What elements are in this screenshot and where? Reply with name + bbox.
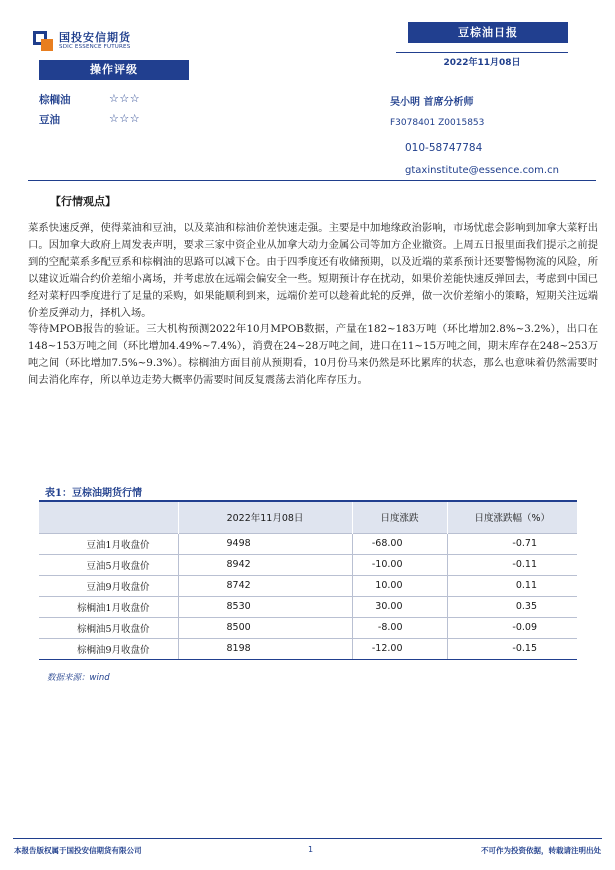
table-row bbox=[39, 575, 577, 596]
star-rating-icon: ☆☆☆ bbox=[109, 112, 141, 125]
row-price: 9498 bbox=[178, 533, 352, 554]
report-type-banner: 豆棕油日报 bbox=[408, 22, 568, 43]
rating-title-banner: 操作评级 bbox=[39, 60, 189, 80]
analyst-email: gtaxinstitute@essence.com.cn bbox=[405, 165, 559, 176]
row-label: 棕榈油1月收盘价 bbox=[39, 596, 178, 617]
report-divider bbox=[396, 52, 568, 53]
data-source: 数据来源：wind bbox=[47, 673, 110, 683]
row-price: 8942 bbox=[178, 554, 352, 575]
row-change: -12.00 bbox=[352, 638, 447, 659]
table-row bbox=[39, 533, 577, 554]
futures-table bbox=[39, 500, 577, 660]
rating-row-palm bbox=[39, 92, 141, 107]
rating-item-name: 豆油 bbox=[39, 114, 60, 126]
row-change: 30.00 bbox=[352, 596, 447, 617]
row-label: 棕榈油5月收盘价 bbox=[39, 617, 178, 638]
row-label: 豆油9月收盘价 bbox=[39, 575, 178, 596]
row-label: 豆油5月收盘价 bbox=[39, 554, 178, 575]
page-number: 1 bbox=[308, 845, 314, 854]
row-label: 豆油1月收盘价 bbox=[39, 533, 178, 554]
row-label: 棕榈油9月收盘价 bbox=[39, 638, 178, 659]
row-pct: -0.09 bbox=[447, 617, 577, 638]
analyst-phone: 010-58747784 bbox=[405, 142, 483, 154]
footer-copyright: 本报告版权属于国投安信期货有限公司 bbox=[14, 846, 142, 855]
row-pct: -0.11 bbox=[447, 554, 577, 575]
section-title: 【行情观点】 bbox=[50, 195, 116, 208]
row-change: -68.00 bbox=[352, 533, 447, 554]
table-header-cell: 2022年11月08日 bbox=[178, 502, 352, 533]
row-change: -8.00 bbox=[352, 617, 447, 638]
row-price: 8500 bbox=[178, 617, 352, 638]
row-change: 10.00 bbox=[352, 575, 447, 596]
logo-icon bbox=[33, 31, 53, 51]
star-rating-icon: ☆☆☆ bbox=[109, 92, 141, 105]
analyst-name: 吴小明 首席分析师 bbox=[390, 97, 474, 108]
rating-item-name: 棕榈油 bbox=[39, 94, 71, 106]
row-price: 8198 bbox=[178, 638, 352, 659]
row-change: -10.00 bbox=[352, 554, 447, 575]
table-header-cell bbox=[39, 502, 178, 533]
analyst-license: F3078401 Z0015853 bbox=[390, 118, 485, 128]
footer-disclaimer: 不可作为投资依据，转载请注明出处 bbox=[481, 846, 601, 855]
table-header-cell: 日度涨跌幅（%） bbox=[447, 502, 577, 533]
row-pct: -0.71 bbox=[447, 533, 577, 554]
row-pct: 0.11 bbox=[447, 575, 577, 596]
table-row bbox=[39, 638, 577, 659]
logo-cn-text: 国投安信期货 bbox=[59, 30, 131, 44]
table-caption: 表1：豆棕油期货行情 bbox=[45, 488, 142, 499]
footer-divider bbox=[13, 838, 602, 839]
row-pct: 0.35 bbox=[447, 596, 577, 617]
market-view-body bbox=[28, 220, 598, 389]
rating-row-soy bbox=[39, 112, 141, 127]
row-pct: -0.15 bbox=[447, 638, 577, 659]
table-header-cell: 日度涨跌 bbox=[352, 502, 447, 533]
logo-en-text: SDIC ESSENCE FUTURES bbox=[59, 43, 131, 50]
paragraph: 等待MPOB报告的验证。三大机构预测2022年10月MPOB数据，产量在182~183万吨（环比增加2.8%~3.2%），出口在148~153万吨之间（环比增加4.49%~7.4%），消费在24~28万吨之间，进口在11~15万吨之间，期末库存在248~253万吨之间（环比增加7.5%~9.3%）。棕榈油方面目前从预期看，10月份马来仍然是环比累库的状态，那么也意味着仍然需要时间去消化库存，所以单边走势大概率仍需要时间反复震荡去消化库存压力。 bbox=[28, 323, 598, 387]
report-date: 2022年11月08日 bbox=[443, 58, 521, 68]
header-divider bbox=[28, 180, 596, 181]
paragraph: 菜系快速反弹，使得菜油和豆油，以及菜油和棕油价差快速走强。主要是中加地缘政治影响，市场忧虑会影响到加拿大菜籽出口。因加拿大政府上周发表声明，要求三家中资企业从加拿大动力金属公司等加方企业撤资。上周五日报里面我们提示之前提到的空配菜系多配豆系和棕榈油的思路可以减下仓。由于四季度还有收储预期，以及近端的菜系预计还要警惕物流的风险，所以建议近端合约价差缩小离场，并考虑放在远端会偏安全一些。短期预计存在扰动，如果价差能快速反弹回去，考虑到中国已经对菜籽四季度进行了足量的采购，如果能顺利到来，远端价差可以趁着此轮的反弹，做一次价差缩小的策略，短期关注远端价差反弹动力，择机入场。 bbox=[28, 222, 598, 319]
row-price: 8742 bbox=[178, 575, 352, 596]
table-row bbox=[39, 554, 577, 575]
table-header-row bbox=[39, 502, 577, 533]
table-row bbox=[39, 617, 577, 638]
row-price: 8530 bbox=[178, 596, 352, 617]
table-row bbox=[39, 596, 577, 617]
company-logo bbox=[33, 30, 131, 52]
